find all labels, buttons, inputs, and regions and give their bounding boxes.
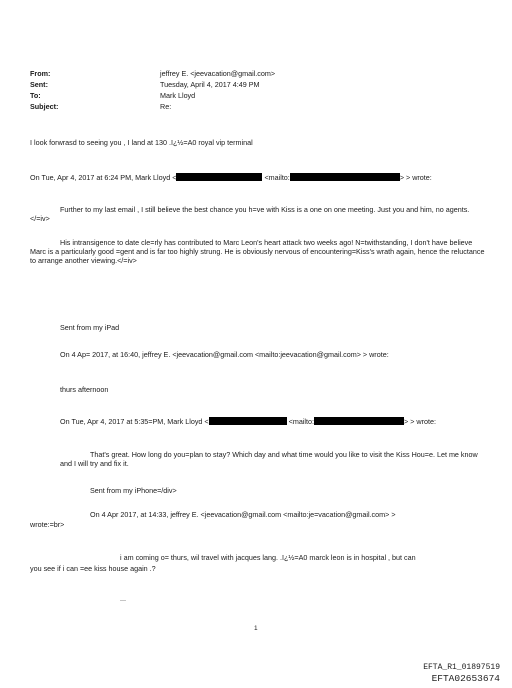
from-label: From:: [30, 69, 51, 78]
quote-header-2: On 4 Ap= 2017, at 16:40, jeffrey E. <jeevacation@gmail.com <mailto:jeevacation@gmail.com> > wrote:: [60, 350, 389, 359]
subject-value: Re:: [160, 102, 172, 111]
quote-header-1-end: > > wrote:: [399, 173, 432, 182]
to-label: To:: [30, 91, 41, 100]
bates-number-2: EFTA02653674: [431, 673, 500, 684]
quote-header-3: [60, 417, 436, 426]
paragraph-2: His intransigence to date cle=rly has contributed to Marc Leon's heart attack two weeks ago! N=twithstanding, I don't have believe Marc is a particularly good =gent and is far too highly strung. He is obviously nervous of encountering=Kiss's wrath again, hence the reluctance to arrange another viewing.</=iv>: [30, 238, 485, 265]
quote-header-1-start: On Tue, Apr 4, 2017 at 6:24 PM, Mark Lloyd <: [30, 173, 177, 182]
quote-header-3-end: > > wrote:: [404, 417, 436, 426]
sent-from-ipad: Sent from my iPad: [60, 323, 120, 332]
sent-label: Sent:: [30, 80, 48, 89]
ellipsis: ...: [120, 594, 126, 603]
quote-header-4: On 4 Apr 2017, at 14:33, jeffrey E. <jeevacation@gmail.com <mailto:je=vacation@gmail.com> >: [90, 510, 396, 519]
from-value: jeffrey E. <jeevacation@gmail.com>: [160, 69, 276, 78]
redaction-block: [314, 417, 404, 425]
paragraph-4-line-2: you see if i can =ee kiss house again .?: [30, 564, 156, 573]
to-value: Mark Lloyd: [160, 91, 196, 100]
subject-label: Subject:: [30, 102, 59, 111]
bates-number-1: EFTA_R1_01897519: [423, 663, 500, 672]
page-number: 1: [254, 625, 258, 632]
paragraph-4-line-1: i am coming o= thurs, wil travel with jacques lang. .ï¿½=A0 marck leon is in hospital , but can: [120, 553, 416, 562]
quote-header-3-mailto: <mailto:: [288, 417, 315, 426]
thurs-afternoon: thurs afternoon: [60, 385, 109, 394]
sent-value: Tuesday, April 4, 2017 4:49 PM: [160, 80, 260, 89]
wrote-br: wrote:=br>: [30, 520, 65, 529]
quote-header-1-mailto: <mailto:: [264, 173, 290, 182]
body-line-1: I look forwrasd to seeing you , I land at 130 .ï¿½=A0 royal vip terminal: [30, 138, 253, 147]
quote-header-3-start: On Tue, Apr 4, 2017 at 5:35=PM, Mark Lloyd <: [60, 417, 209, 426]
paragraph-1: Further to my last email , I still believe the best chance you h=ve with Kiss is a one on one meeting. Just you and him, no agents. </=iv>: [30, 205, 470, 223]
sent-from-iphone: Sent from my iPhone=/div>: [90, 486, 177, 495]
paragraph-3: That's great. How long do you=plan to stay? Which day and what time would you like to visit the Kiss Hou=e. Let me know and I will try and fix it.: [60, 450, 478, 468]
redaction-block: [209, 417, 287, 425]
redaction-block: [176, 173, 262, 181]
redaction-block: [290, 173, 400, 181]
quote-header-1: [30, 173, 432, 182]
